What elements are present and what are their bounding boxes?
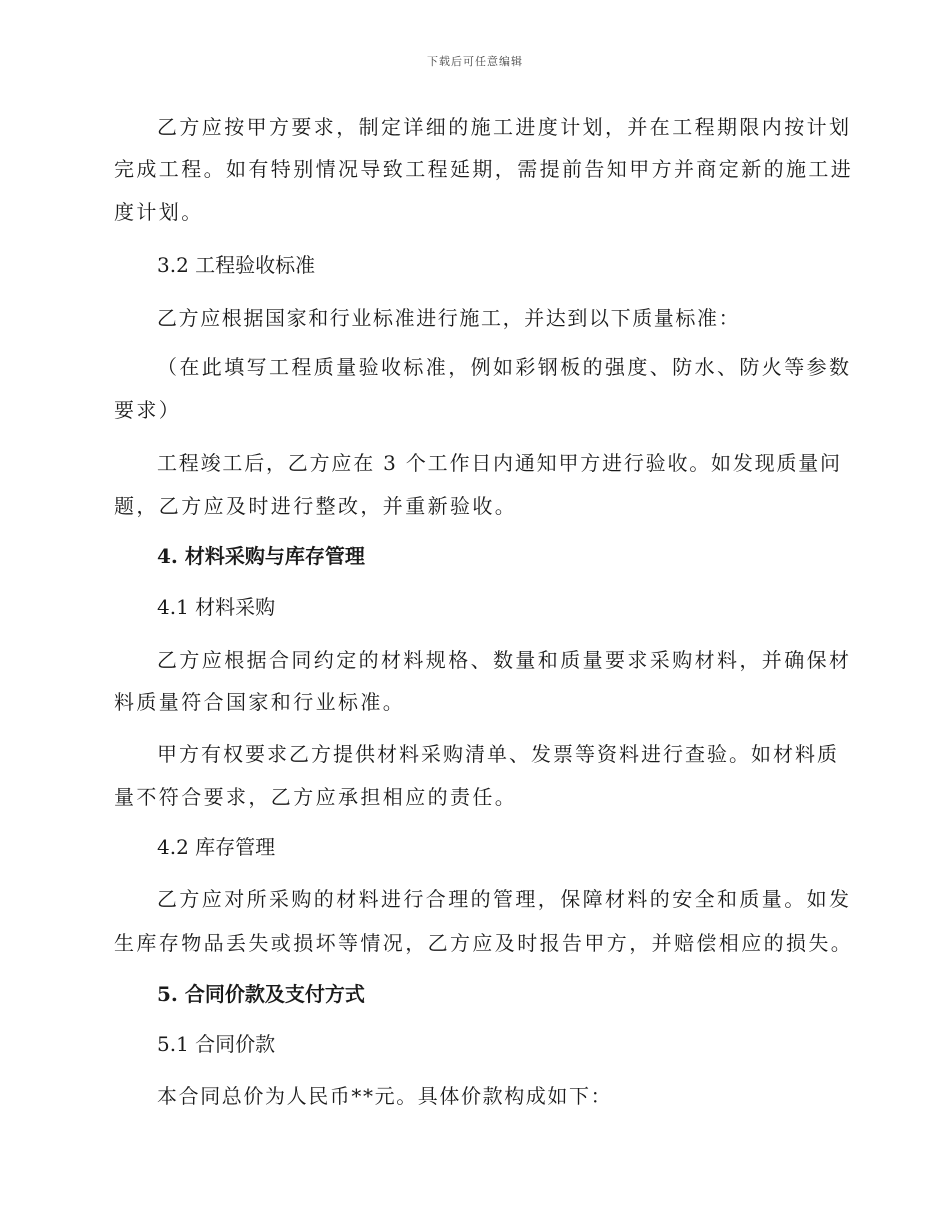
body-line: 生库存物品丢失或损坏等情况，乙方应及时报告甲方，并赔偿相应的损失。 [114, 931, 854, 955]
body-line: 本合同总价为人民币**元。具体价款构成如下： [157, 1084, 613, 1108]
chapter-heading: 4. 材料采购与库存管理 [157, 544, 365, 568]
body-line: 乙方应根据国家和行业标准进行施工，并达到以下质量标准： [157, 306, 741, 330]
body-line: 乙方应对所采购的材料进行合理的管理，保障材料的安全和质量。如发 [157, 887, 852, 911]
page-header: 下载后可任意编辑 [427, 55, 523, 68]
section-heading: 5.1 合同价款 [157, 1032, 276, 1056]
body-line: 完成工程。如有特别情况导致工程延期，需提前告知甲方并商定新的施工进 [114, 157, 854, 181]
body-line: 乙方应根据合同约定的材料规格、数量和质量要求采购材料，并确保材 [157, 648, 852, 672]
body-line: （在此填写工程质量验收标准，例如彩钢板的强度、防水、防火等参数 [157, 355, 852, 379]
body-line: 乙方应按甲方要求，制定详细的施工进度计划，并在工程期限内按计划 [157, 115, 852, 139]
body-line: 甲方有权要求乙方提供材料采购清单、发票等资料进行查验。如材料质 [157, 742, 839, 766]
body-line: 工程竣工后，乙方应在 3 个工作日内通知甲方进行验收。如发现质量问 [157, 451, 842, 475]
section-heading: 4.2 库存管理 [157, 835, 276, 859]
chapter-heading: 5. 合同价款及支付方式 [157, 982, 365, 1006]
body-line: 料质量符合国家和行业标准。 [114, 690, 406, 714]
body-line: 量不符合要求，乙方应承担相应的责任。 [114, 785, 518, 809]
body-line: 要求） [114, 398, 182, 422]
body-line: 度计划。 [114, 200, 204, 224]
body-line: 题，乙方应及时进行整改，并重新验收。 [114, 494, 518, 518]
section-heading: 3.2 工程验收标准 [157, 253, 316, 277]
section-heading: 4.1 材料采购 [157, 595, 276, 619]
